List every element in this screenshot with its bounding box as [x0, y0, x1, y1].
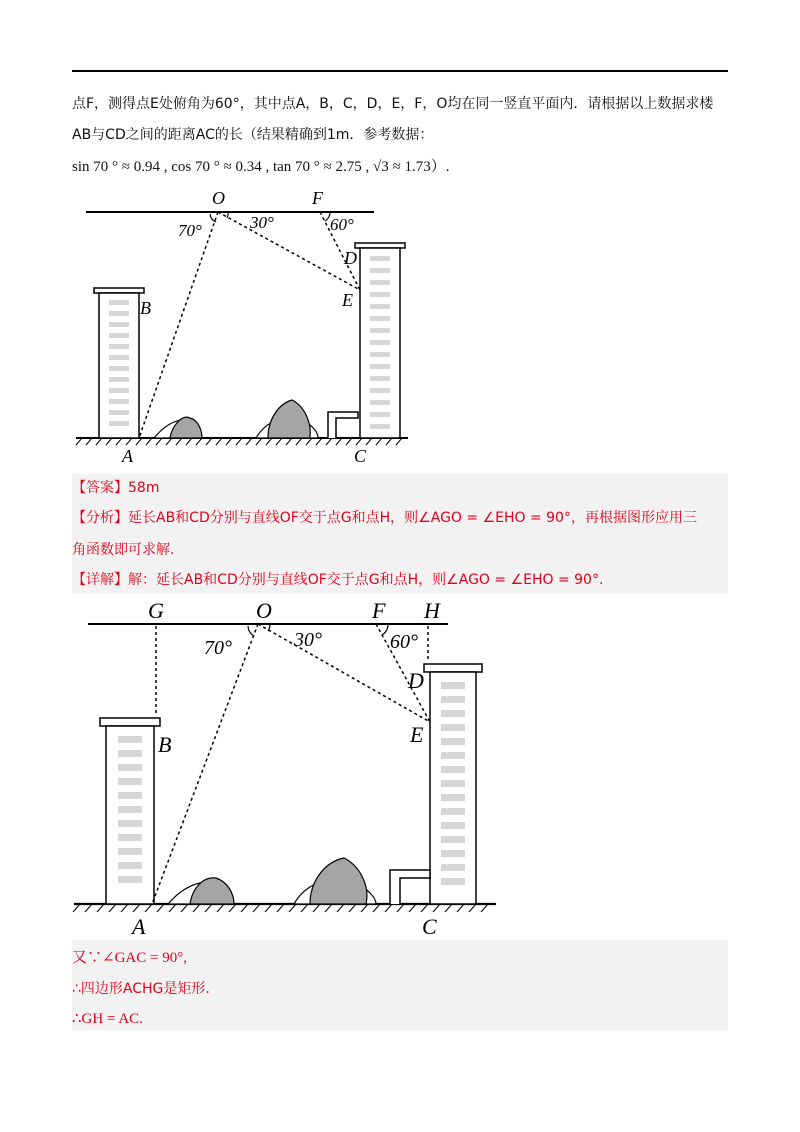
angle-70-2: 70° — [204, 637, 232, 659]
building-ab-2 — [100, 718, 160, 904]
analysis-line-2: 角函数即可求解. — [72, 542, 175, 558]
label-f-2: F — [372, 598, 386, 623]
angle-60: 60° — [330, 215, 354, 234]
rock-2-2 — [294, 858, 376, 904]
detail-tag: 【详解】 — [72, 572, 128, 588]
problem-line-2: AB与CD之间的距离AC的长（结果精确到1m．参考数据： — [72, 127, 434, 143]
label-g: G — [148, 598, 164, 623]
rock-1-2 — [168, 878, 234, 904]
label-c-2: C — [422, 914, 437, 939]
answer-line — [72, 478, 159, 498]
label-a: A — [122, 446, 133, 466]
label-a-2: A — [132, 914, 146, 939]
detail-text: 解：延长AB和CD分别与直线OF交于点G和点H，则∠AGO = ∠EHO = 90°. — [128, 572, 604, 588]
step-1: 又∵∠GAC = 90°, — [72, 950, 187, 966]
figure-1 — [72, 192, 408, 468]
step-2: ∴四边形ACHG是矩形. — [72, 981, 210, 997]
angle-60-2: 60° — [390, 631, 418, 653]
label-o-2: O — [256, 598, 272, 623]
top-rule — [72, 70, 728, 72]
rock-2 — [256, 400, 318, 438]
answer-value: 58m — [128, 480, 160, 496]
label-d: D — [344, 248, 357, 268]
label-c: C — [354, 446, 367, 466]
building-cd — [355, 243, 405, 438]
label-h: H — [424, 598, 440, 623]
label-b: B — [140, 298, 151, 318]
angle-30: 30° — [250, 213, 274, 232]
label-f: F — [312, 192, 323, 208]
label-e: E — [342, 290, 353, 310]
label-o: O — [212, 192, 225, 208]
angle-70: 70° — [178, 221, 202, 240]
angle-30-2: 30° — [294, 629, 322, 651]
analysis-line-1 — [72, 508, 697, 528]
problem-line-1: 点F，测得点E处俯角为60°，其中点A，B，C，D，E，F，O均在同一竖直平面内．请根据以上数据求楼 — [72, 96, 714, 112]
answer-tag: 【答案】 — [72, 480, 128, 496]
figure-2 — [72, 598, 496, 940]
label-d-2: D — [408, 668, 424, 693]
label-b-2: B — [158, 732, 172, 757]
building-cd-2 — [424, 664, 482, 904]
analysis-text-1: 延长AB和CD分别与直线OF交于点G和点H，则∠AGO = ∠EHO = 90°，再根据图形应用三 — [128, 510, 697, 526]
label-e-2: E — [410, 722, 424, 747]
building-ab — [94, 288, 144, 438]
detail-line — [72, 570, 603, 590]
rock-1 — [154, 417, 202, 438]
problem-line-3: sin 70 ° ≈ 0.94 , cos 70 ° ≈ 0.34 , tan 70 ° ≈ 2.75 , √3 ≈ 1.73）. — [72, 159, 450, 175]
analysis-tag: 【分析】 — [72, 510, 128, 526]
step-3: ∴GH = AC. — [72, 1011, 143, 1027]
